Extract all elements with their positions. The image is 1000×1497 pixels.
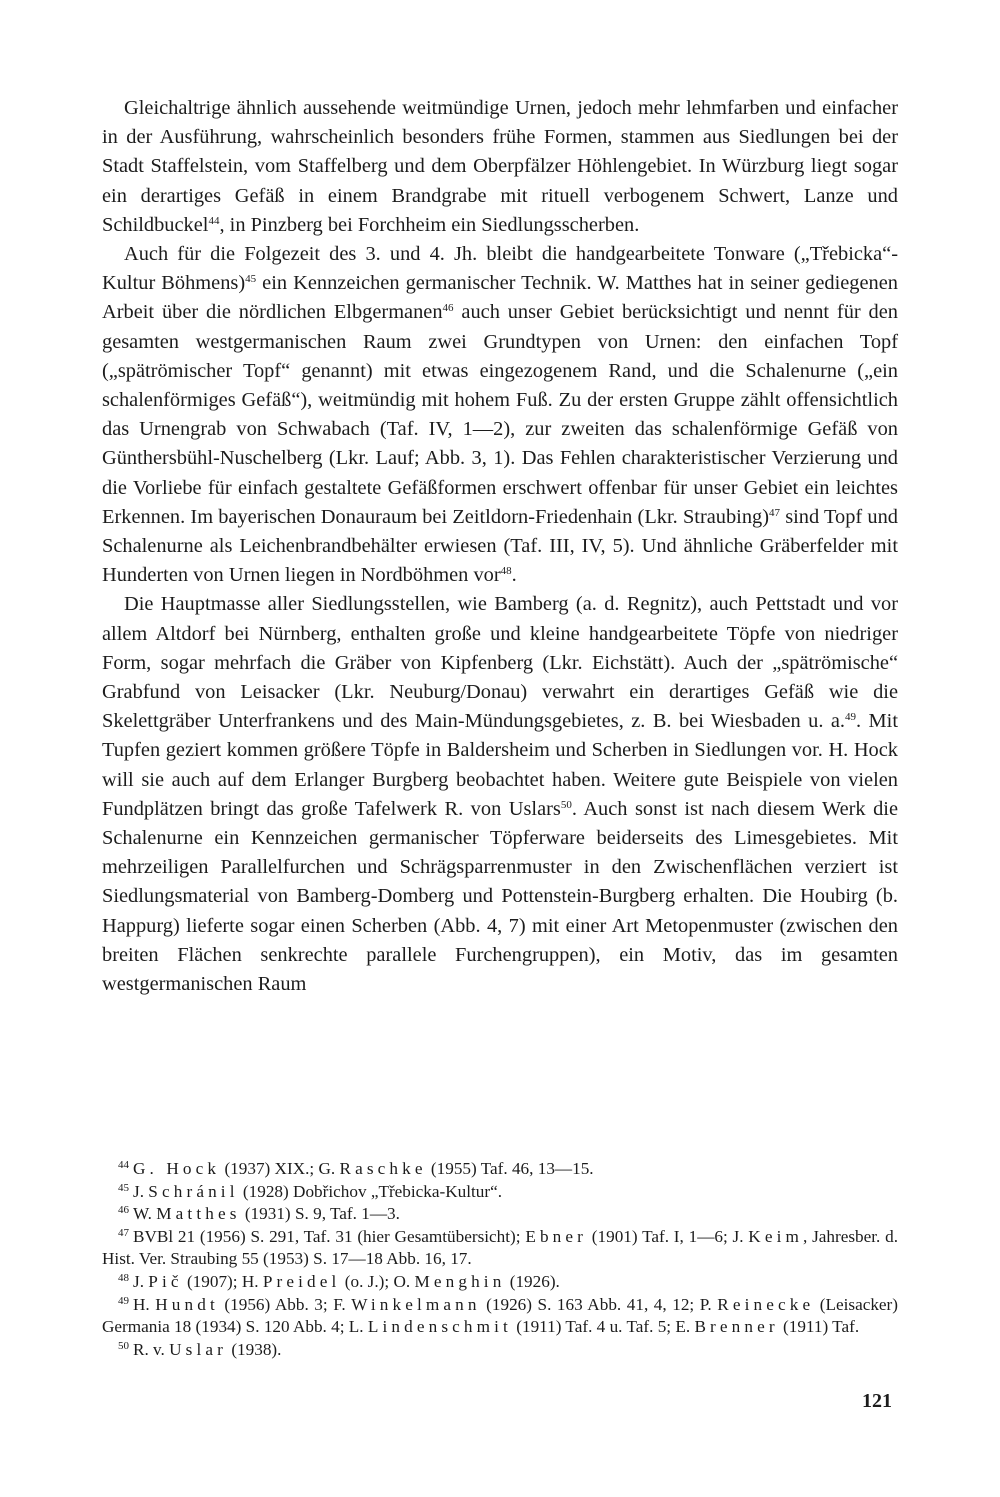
- text-run: W.: [133, 1204, 157, 1224]
- footnote-number: 47: [118, 1226, 129, 1239]
- text-run: sind Topf und Schalenurne als Leichenbrandbehälter erwiesen (Taf. III, IV, 5). Und ähnliche Gräberfelder mit Hunderten von Urnen liegen in Nordböhmen vor: [102, 505, 898, 587]
- footnote: [102, 1181, 898, 1204]
- text-run: , Jahresber. d. Hist. Ver. Straubing 55 (1953) S. 17—18 Abb. 16, 17.: [102, 1226, 898, 1269]
- footnotes: [102, 1158, 898, 1361]
- author-name: Pič: [148, 1271, 183, 1291]
- footnote-ref: 47: [769, 506, 781, 519]
- text-run: (o. J.); O.: [340, 1271, 415, 1291]
- text-run: J.: [133, 1181, 149, 1201]
- paragraph: [102, 590, 898, 999]
- author-name: Keim: [748, 1226, 803, 1246]
- text-run: J.: [133, 1271, 149, 1291]
- author-name: Preidel: [262, 1271, 341, 1291]
- author-name: Uslar: [169, 1339, 228, 1359]
- text-run: (1911) Taf. 4 u. Taf. 5; E.: [511, 1317, 695, 1337]
- footnote-number: 49: [118, 1294, 129, 1307]
- paragraph: [102, 94, 898, 240]
- footnote-ref: 48: [500, 565, 512, 578]
- footnote: [102, 1158, 898, 1181]
- footnote: [102, 1226, 898, 1271]
- author-name: Raschke: [339, 1159, 427, 1178]
- footnote: [102, 1339, 898, 1362]
- footnote: [102, 1271, 898, 1294]
- author-name: Ebner: [525, 1226, 588, 1246]
- footnote-number: 44: [118, 1159, 129, 1171]
- text-run: .: [511, 564, 517, 587]
- footnote-ref: 46: [442, 302, 454, 315]
- text-run: (1926) S. 163 Abb. 41, 4, 12; P.: [480, 1294, 718, 1314]
- author-name: Lindenschmit: [367, 1317, 512, 1337]
- text-run: . Mit Tupfen geziert kommen größere Töpfe in Baldersheim und Scherben in Siedlungen vor. H. Hock will sie auch auf dem Erlanger Burgberg beobachtet haben. Weitere gute Beispiele von vielen Fundplätzen bringt das große Tafelwerk R. von Uslars: [102, 710, 898, 820]
- author-name: Menghin: [414, 1271, 506, 1291]
- text-run: (1926).: [505, 1271, 560, 1291]
- paragraph: [102, 240, 898, 590]
- text-run: (1907); H.: [182, 1271, 263, 1291]
- author-name: Hundt: [155, 1294, 219, 1314]
- text-run: Auch für die Folgezeit des 3. und 4. Jh. bleibt die handgearbeitete Tonware („Třebicka“-Kultur Böhmens): [102, 243, 898, 295]
- footnote: [102, 1203, 898, 1226]
- text-run: (1931) S. 9, Taf. 1—3.: [240, 1204, 400, 1224]
- footnote-ref: 44: [208, 214, 220, 227]
- text-run: (1938).: [227, 1339, 282, 1359]
- text-run: (1911) Taf.: [778, 1317, 860, 1337]
- author-name: Brenner: [694, 1317, 779, 1337]
- text-run: (1928) Dobřichov „Třebicka-Kultur“.: [238, 1181, 503, 1201]
- body-text: [102, 94, 898, 999]
- page-number: 121: [862, 1390, 892, 1412]
- text-run: Die Hauptmasse aller Siedlungsstellen, wie Bamberg (a. d. Regnitz), auch Pettstadt und vor allem Altdorf bei Nürnberg, enthalten große und kleine handgearbeitete Töpfe von niedriger Form, sogar mehrfach die Gräber von Kipfenberg (Lkr. Eichstätt). Auch der „spätrömische“ Grabfund von Leisacker (Lkr. Neuburg/Donau) verwahrt ein derartiges Gefäß wie die Skelettgräber Unterfrankens und des Main-Mündungsgebietes, z. B. bei Wiesbaden u. a.: [102, 593, 898, 733]
- author-name: Reinecke: [717, 1294, 815, 1314]
- text-run: BVBl 21 (1956) S. 291, Taf. 31 (hier Gesamtübersicht);: [133, 1226, 526, 1246]
- text-run: R. v.: [133, 1339, 170, 1359]
- footnote-ref: 50: [560, 798, 572, 811]
- footnote-ref: 49: [845, 711, 856, 724]
- text-run: . Auch sonst ist nach diesem Werk die Schalenurne ein Kennzeichen germanischer Töpferware beiderseits des Limesgebietes. Mit mehrzeiligen Parallelfurchen und Schrägsparrenmuster in den Zwischenflächen verziert ist Siedlungsmaterial von Bamberg-Domberg und Pottenstein-Burgberg erhalten. Die Houbirg (b. Happurg) lieferte sogar einen Scherben (Abb. 4, 7) mit einer Art Metopenmuster (zwischen den breiten Flächen senkrechte parallele Furchengruppen), ein Motiv, das im gesamten westgermanischen Raum: [102, 797, 898, 996]
- footnote: [102, 1294, 898, 1339]
- author-name: Schránil: [148, 1181, 239, 1201]
- author-name: Matthes: [156, 1204, 241, 1224]
- text-run: auch unser Gebiet berücksichtigt und nennt für den gesamten westgermanischen Raum zwei Grundtypen von Urnen: den einfachen Topf („spätrömischer Topf“ genannt) mit etwas eingezogenem Rand, und die Schalenurne („ein schalenförmiges Gefäß“), weitmündig mit hohem Fuß. Zu der ersten Gruppe zählt offensichtlich das Urnengrab von Schwabach (Taf. IV, 1—2), zur zweiten das schalenförmige Gefäß von Günthersbühl-Nuschelberg (Lkr. Lauf; Abb. 3, 1). Das Fehlen charakteristischer Verzierung und die Vorliebe für einfach gestaltete Gefäßformen erschwert offenbar für unser Gebiet ein leichtes Erkennen. Im bayerischen Donauraum bei Zeitldorn-Friedenhain (Lkr. Straubing): [102, 301, 898, 528]
- text-run: H.: [133, 1294, 156, 1314]
- footnote-number: 50: [118, 1339, 129, 1352]
- footnote-number: 46: [118, 1204, 129, 1217]
- text-run: , in Pinzberg bei Forchheim ein Siedlungsscherben.: [219, 213, 640, 236]
- text-run: (1955) Taf. 46, 13—15.: [426, 1159, 594, 1178]
- text-run: (1937) XIX.; G.: [220, 1159, 340, 1178]
- footnote-ref: 45: [245, 273, 257, 286]
- text-run: ein Kennzeichen germanischer Technik. W. Matthes hat in seiner gediegenen Arbeit über die nördlichen Elbgermanen: [102, 272, 898, 324]
- text-run: Gleichaltrige ähnlich aussehende weitmündige Urnen, jedoch mehr lehmfarben und einfacher in der Ausführung, wahrscheinlich besonders frühe Formen, stammen aus Siedlungen bei der Stadt Staffelstein, vom Staffelberg und dem Oberpfälzer Höhlengebiet. In Würzburg liegt sogar ein derartiges Gefäß in einem Brandgrabe mit rituell verbogenem Schwert, Lanze und Schildbuckel: [102, 97, 898, 236]
- text-run: (1901) Taf. I, 1—6; J.: [587, 1226, 749, 1246]
- text-run: (Leisacker) Germania 18 (1934) S. 120 Abb. 4; L.: [102, 1294, 898, 1337]
- footnote-number: 45: [118, 1181, 129, 1194]
- footnote-number: 48: [118, 1271, 129, 1284]
- author-name: G. Hock: [133, 1159, 221, 1178]
- author-name: Winkelmann: [351, 1294, 481, 1314]
- text-run: (1956) Abb. 3; F.: [218, 1294, 352, 1314]
